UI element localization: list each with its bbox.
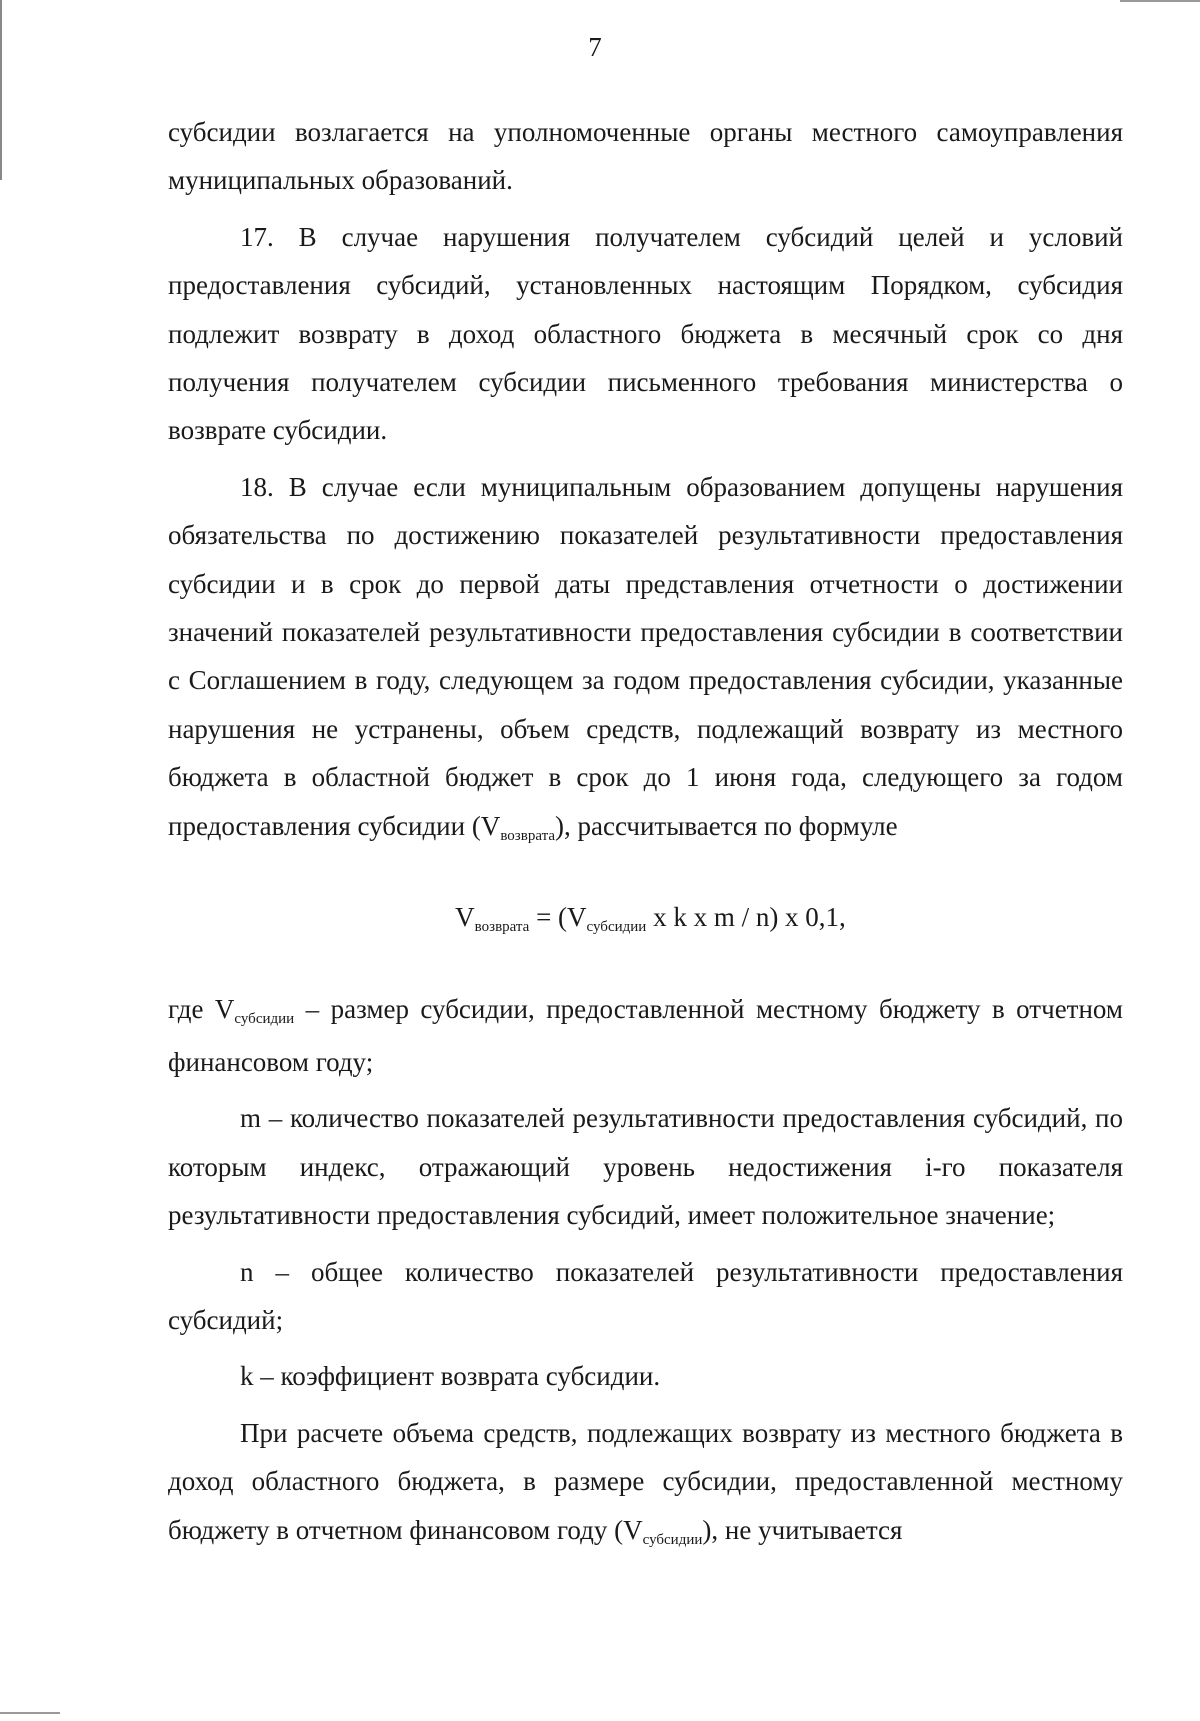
formula-rhs-rest: x k x m / n) x 0,1, <box>646 902 846 933</box>
paragraph-18-text: 18. В случае если муниципальным образованием допущены нарушения обязательства по достижению показателей результативности предоставления субсидии и в срок до первой даты представления отчетности о достижении значений показателей результативности предоставления субсидии в соответствии с Соглашением в году, следующем за годом предоставления субсидии, указанные нарушения не устранены, объем средств, подлежащий возврату из местного бюджета в областной бюджет в срок до 1 июня года, следующего за годом предоставления субсидии (V <box>168 471 1123 841</box>
paragraph-continuation: субсидии возлагается на уполномоченные органы местного самоуправления муниципальных образований. <box>168 117 1123 196</box>
calculation-note-sub: субсидии <box>642 1531 703 1548</box>
paragraph-18-text-end: ), рассчитывается по формуле <box>554 810 898 841</box>
subscript-vozvrata: возврата <box>500 827 555 844</box>
definition-v-subsidy <box>168 985 1123 1087</box>
formula-lhs-sub: возврата <box>474 919 530 936</box>
scan-edge-line <box>0 0 2 180</box>
calculation-note-text-end: ), не учитывается <box>702 1514 903 1545</box>
definition-v-sub: субсидии <box>234 1010 295 1027</box>
scan-bottom-line <box>0 1712 60 1714</box>
document-body <box>168 108 1123 1559</box>
paragraph-calculation-note <box>168 1409 1123 1559</box>
paragraph-18 <box>168 463 1123 855</box>
definition-v-text: где V <box>168 993 235 1024</box>
definition-v-text-end: – размер субсидии, предоставленной местному бюджету в отчетном финансовом году; <box>168 993 1123 1077</box>
calculation-note-text: При расчете объема средств, подлежащих возврату из местного бюджета в доход областного бюджета, в размере субсидии, предоставленной местному бюджету в отчетном финансовом году (V <box>168 1417 1123 1545</box>
definition-n: n – общее количество показателей результативности предоставления субсидий; <box>168 1256 1123 1335</box>
return-formula <box>168 893 1123 946</box>
scan-top-line <box>1120 0 1200 2</box>
page-number: 7 <box>588 32 602 62</box>
paragraph-17: 17. В случае нарушения получателем субсидий целей и условий предоставления субсидий, установленных настоящим Порядком, субсидия подлежит возврату в доход областного бюджета в месячный срок со дня получения получателем субсидии письменного требования министерства о возврате субсидии. <box>168 221 1123 446</box>
definition-k: k – коэффициент возврата субсидии. <box>240 1361 661 1392</box>
formula-lhs-v: V <box>455 902 475 933</box>
formula-rhs-sub: субсидии <box>586 919 647 936</box>
definition-m: m – количество показателей результативности предоставления субсидий, по которым индекс, отражающий уровень недостижения i-го показателя результативности предоставления субсидий, имеет положительное значение; <box>168 1103 1123 1231</box>
formula-eq: = (V <box>529 902 587 933</box>
